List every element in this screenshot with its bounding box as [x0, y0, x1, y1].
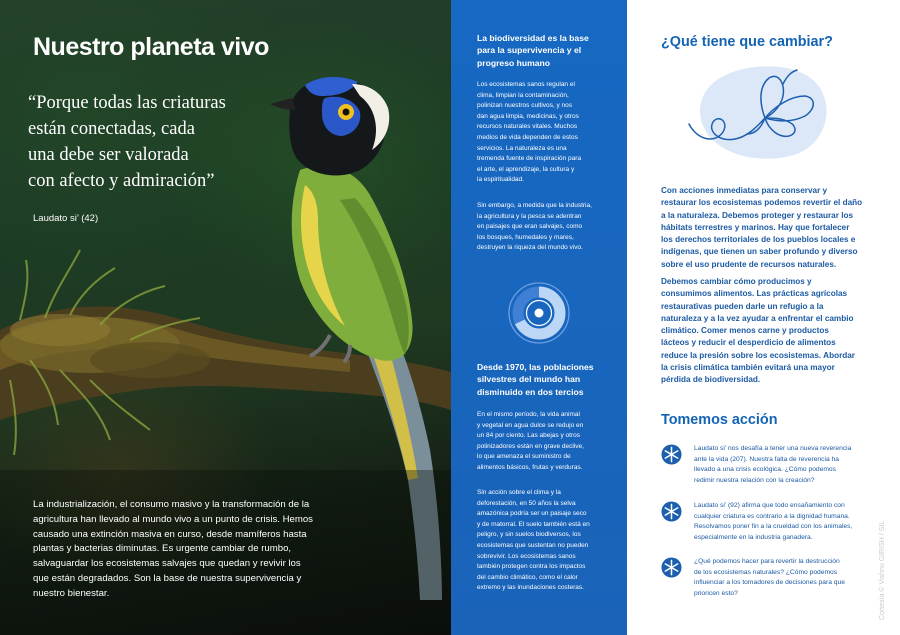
text-line: climático. Comer menos carne y productos: [661, 326, 829, 336]
quote-line: están conectadas, cada: [28, 119, 195, 139]
text-line: un 84 por ciento. Las abejas y otros: [477, 432, 580, 440]
action-text: [694, 444, 879, 487]
compass-star-icon: [661, 557, 682, 578]
text-line: pérdida de biodiversidad.: [661, 375, 761, 385]
text-line: y de matorral. El suelo también está en: [477, 520, 590, 528]
text-line: En el mismo período, la vida animal: [477, 411, 580, 418]
text-line: cualquier criatura es contrario a la dignidad humana.: [694, 512, 850, 520]
text-line: ecosistemas que sustentan no pueden: [477, 541, 589, 549]
quote-line: con afecto y admiración”: [28, 171, 215, 191]
text-line: Sin acción sobre el clima y la: [477, 489, 561, 496]
quote-line: una debe ser valorada: [28, 145, 189, 165]
biodiversity-heading: [477, 32, 617, 69]
text-line: hábitats terrestres y marinos. Hay que fortalecer: [661, 222, 850, 232]
text-line: la espiritualidad.: [477, 176, 524, 184]
text-line: llevado a una crisis ecológica. ¿Cómo podemos: [694, 466, 836, 474]
text-line: prioricen esto?: [694, 590, 738, 598]
text-line: de los ecosistemas naturales? ¿Cómo podemos: [694, 568, 838, 576]
action-section-title: Tomemos acción: [661, 412, 778, 428]
text-line: medios de vida dependen de estos: [477, 133, 578, 141]
change-section-title: ¿Qué tiene que cambiar?: [661, 34, 833, 50]
text-line: clima, limpian la contaminación,: [477, 91, 569, 99]
text-line: plantas y bacterias diminutas. Es urgente cambiar de rumbo,: [33, 543, 292, 555]
heading-line: Desde 1970, las poblaciones: [477, 362, 594, 372]
right-column: [627, 0, 900, 635]
text-line: el arte, el aprendizaje, la cultura y: [477, 165, 575, 173]
text-line: Laudato si’ nos desafía a tener una nueva reverencia: [694, 445, 852, 452]
text-line: restaurar los ecosistemas podemos revertir el daño: [661, 198, 863, 208]
text-line: redimir nuestra relación con la creación?: [694, 477, 815, 485]
compass-star-icon: [661, 501, 682, 522]
text-line: servicios. La naturaleza es una: [477, 144, 567, 152]
decline-ring-graphic: [507, 281, 571, 345]
blue-column: [451, 0, 627, 635]
text-line: indígenas, que tienen un saber profundo y diverso: [661, 247, 858, 257]
compass-star-icon: [661, 444, 682, 465]
text-line: causado una extinción masiva en curso, desde mamíferos hasta: [33, 528, 307, 540]
text-line: recursos naturales vitales. Muchos: [477, 123, 578, 131]
text-line: lácteos y reducir el desperdicio de alimentos: [661, 338, 836, 348]
industry-paragraph: [477, 201, 617, 254]
pull-quote: [28, 90, 288, 194]
text-line: sobre el uso prudente de recursos naturales.: [661, 259, 837, 269]
text-line: Laudato si’ (92) afirma que todo ensañamiento con: [694, 502, 845, 509]
text-line: polinizan nuestros cultivos, y nos: [477, 102, 573, 110]
text-line: especialmente en la industria ganadera.: [694, 534, 813, 542]
text-line: y vegetal en agua dulce se redujo en: [477, 421, 584, 429]
text-line: polinizadores están en grave declive,: [477, 442, 584, 450]
text-line: del cambio climático, como el calor: [477, 573, 578, 581]
quote-source: Laudato si’ (42): [33, 213, 99, 224]
text-line: Los ecosistemas sanos regulan el: [477, 81, 575, 88]
text-line: amazónica podría ser un paisaje seco: [477, 510, 587, 518]
freshwater-paragraph: [477, 410, 617, 474]
text-line: extremo y las inundaciones costeras.: [477, 584, 584, 592]
conservation-paragraph: [661, 185, 876, 271]
intro-paragraph: [33, 498, 318, 602]
text-line: ¿Qué podemos hacer para revertir la destrucción: [694, 558, 840, 565]
heading-line: disminuido en dos tercios: [477, 386, 584, 397]
text-line: en paisajes que eran salvajes, como: [477, 223, 583, 231]
text-line: salvaguardar los ecosistemas salvajes que quedan y revivir los: [33, 558, 301, 570]
heading-line: silvestres del mundo han: [477, 374, 581, 385]
text-line: los derechos territoriales de los pueblos locales e: [661, 235, 856, 245]
page-title: Nuestro planeta vivo: [33, 33, 269, 61]
text-line: que están degradados. Son la base de nuestra supervivencia y: [33, 572, 302, 584]
amazon-paragraph: [477, 488, 617, 594]
text-line: la crisis climática también evitará una mayor: [661, 363, 835, 373]
text-line: Con acciones inmediatas para conservar y: [661, 186, 828, 195]
text-line: consumimos alimentos. Las prácticas agrícolas: [661, 289, 848, 299]
text-line: dan agua limpia, medicinas, y otros: [477, 112, 579, 120]
ecosystems-paragraph: [477, 80, 617, 186]
text-line: tremenda fuente de inspiración para: [477, 155, 582, 163]
text-line: a la naturaleza. Debemos proteger y restaurar los: [661, 210, 854, 220]
action-text: [694, 501, 879, 544]
text-line: naturaleza y a la vez ayudar a enfrentar el cambio: [661, 313, 854, 323]
text-line: ante la vida (207). Nuestra falta de reverencia ha: [694, 455, 839, 463]
text-line: Sin embargo, a medida que la industria,: [477, 202, 592, 209]
text-line: los bosques, humedales y mares,: [477, 233, 574, 241]
heading-line: para la supervivencia y el: [477, 45, 582, 56]
text-line: Resolvamos poner fin a la crueldad con los animales,: [694, 523, 853, 531]
text-line: agricultura han llevado al mundo vivo a un punto de crisis. Hemos: [33, 513, 313, 525]
text-line: deforestación, en 50 años la selva: [477, 499, 576, 507]
text-line: alimentos básicos, frutas y verduras.: [477, 463, 583, 471]
text-line: peligro, y sin suelos biodiversos, los: [477, 531, 581, 539]
quote-line: “Porque todas las criaturas: [28, 93, 226, 113]
text-line: lo que amenaza el suministro de: [477, 453, 571, 461]
text-line: destruyen la riqueza del mundo vivo.: [477, 244, 583, 252]
text-line: restaurativas pueden darle un refugio a la: [661, 301, 824, 311]
decline-heading: [477, 361, 617, 398]
text-line: nuestro bienestar.: [33, 587, 110, 599]
text-line: la agricultura y la pesca se adentran: [477, 212, 582, 220]
text-line: también protegen contra los impactos: [477, 563, 586, 571]
text-line: influenciar a los tomadores de decisiones para que: [694, 579, 845, 587]
heading-line: La biodiversidad es la base: [477, 33, 589, 43]
text-line: sobrevivir. Los ecosistemas sanos: [477, 552, 576, 560]
butterfly-icon: [687, 62, 837, 162]
action-text: [694, 557, 879, 600]
text-line: reduce la presión sobre los ecosistemas. Abordar: [661, 350, 855, 360]
text-line: Debemos cambiar cómo producimos y: [661, 277, 812, 286]
photo-credit: Cortesía © Vishnu GIRISH / SIL: [879, 520, 886, 620]
food-paragraph: [661, 276, 876, 387]
heading-line: progreso humano: [477, 57, 551, 68]
text-line: La industrialización, el consumo masivo y la transformación de la: [33, 499, 310, 510]
